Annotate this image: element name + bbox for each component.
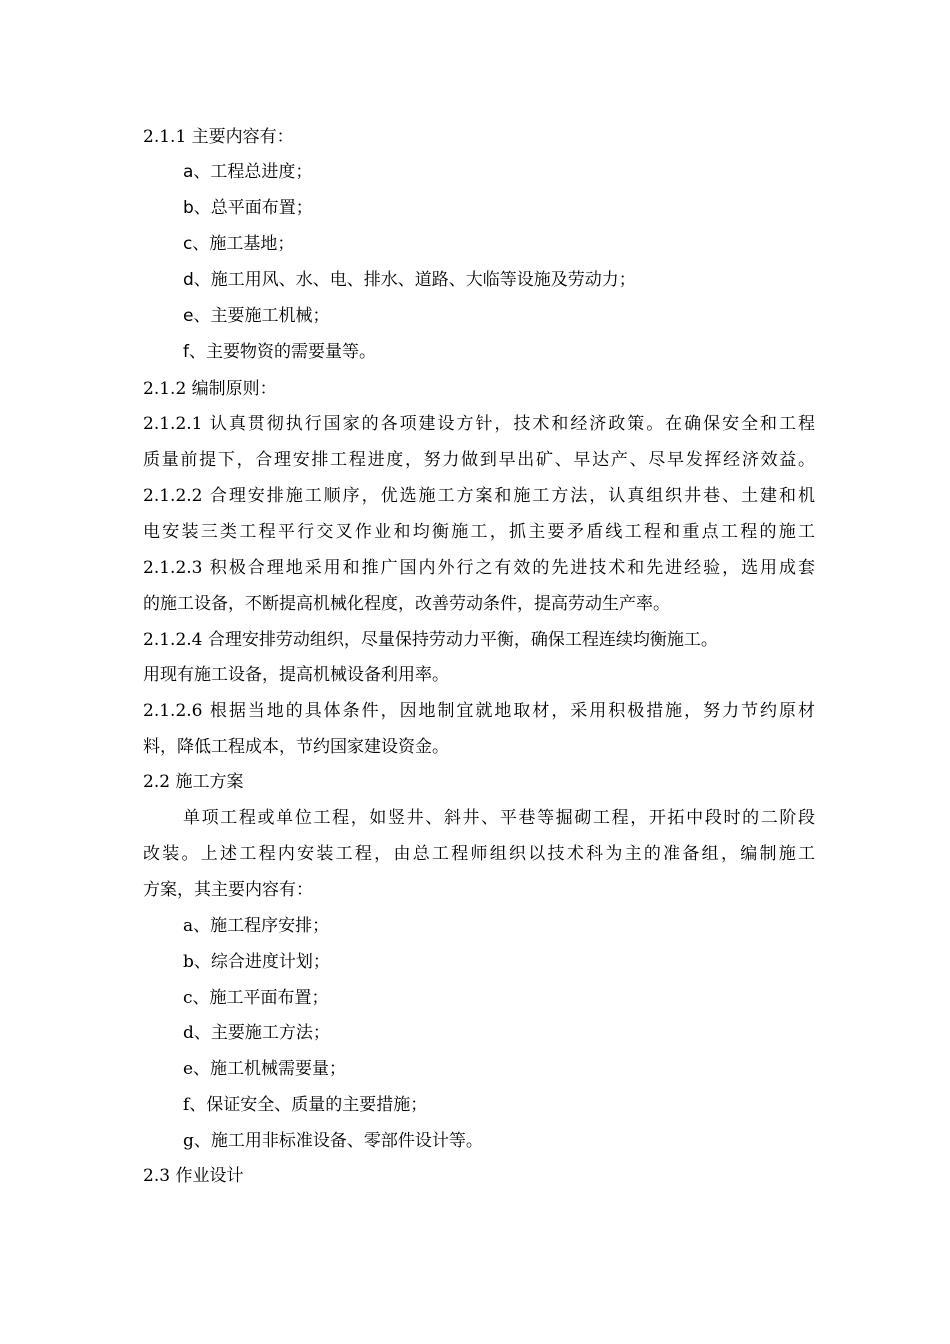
plan-item-b: b、综合进度计划； <box>183 952 330 972</box>
list-item-f: f、主要物资的需要量等。 <box>183 342 376 362</box>
plan-item-c: c、施工平面布置； <box>183 988 329 1008</box>
heading-2-2: 2.2 施工方案 <box>143 772 244 792</box>
paragraph-2-1-2-1-line1: 2.1.2.1 认真贯彻执行国家的各项建设方针，技术和经济政策。在确保安全和工程 <box>143 414 815 434</box>
list-item-c: c、施工基地； <box>183 234 295 254</box>
list-item-e: e、主要施工机械； <box>183 306 330 326</box>
paragraph-2-1-2-3-line1: 2.1.2.3 积极合理地采用和推广国内外行之有效的先进技术和先进经验，选用成套 <box>143 558 815 578</box>
paragraph-2-2-line3: 方案，其主要内容有： <box>143 880 313 900</box>
plan-item-a: a、施工程序安排； <box>183 916 330 936</box>
plan-item-d: d、主要施工方法； <box>183 1023 330 1043</box>
list-item-d: d、施工用风、水、电、排水、道路、大临等设施及劳动力； <box>183 270 636 290</box>
list-item-b: b、总平面布置； <box>183 198 313 218</box>
plan-item-g: g、施工用非标准设备、零部件设计等。 <box>183 1131 483 1151</box>
paragraph-2-2-line2: 改装。上述工程内安装工程，由总工程师组织以技术科为主的准备组，编制施工 <box>143 844 815 864</box>
paragraph-2-1-2-6-line1: 2.1.2.6 根据当地的具体条件，因地制宜就地取材，采用积极措施，努力节约原材 <box>143 701 815 721</box>
paragraph-2-1-2-2-line2: 电安装三类工程平行交叉作业和均衡施工，抓主要矛盾线工程和重点工程的施工 <box>143 522 815 542</box>
paragraph-2-1-2-2-line1: 2.1.2.2 合理安排施工顺序，优选施工方案和施工方法，认真组织井巷、土建和机 <box>143 486 815 506</box>
heading-2-3: 2.3 作业设计 <box>143 1166 244 1186</box>
paragraph-2-1-2-1-line2: 质量前提下，合理安排工程进度，努力做到早出矿、早达产、尽早发挥经济效益。 <box>143 450 815 470</box>
heading-2-1-2: 2.1.2 编制原则： <box>143 379 277 399</box>
paragraph-2-2-line1: 单项工程或单位工程，如竖井、斜井、平巷等掘砌工程，开拓中段时的二阶段 <box>183 808 815 828</box>
paragraph-2-1-2-6-line2: 料，降低工程成本，节约国家建设资金。 <box>143 737 449 757</box>
paragraph-2-1-2-4: 2.1.2.4 合理安排劳动组织，尽量保持劳动力平衡，确保工程连续均衡施工。 <box>143 630 718 650</box>
paragraph-equipment: 用现有施工设备，提高机械设备利用率。 <box>143 665 449 685</box>
heading-2-1-1: 2.1.1 主要内容有： <box>143 127 294 147</box>
list-item-a: a、工程总进度； <box>183 162 313 182</box>
plan-item-f: f、保证安全、质量的主要措施； <box>183 1095 428 1115</box>
plan-item-e: e、施工机械需要量； <box>183 1059 347 1079</box>
paragraph-2-1-2-3-line2: 的施工设备，不断提高机械化程度，改善劳动条件，提高劳动生产率。 <box>143 594 670 614</box>
